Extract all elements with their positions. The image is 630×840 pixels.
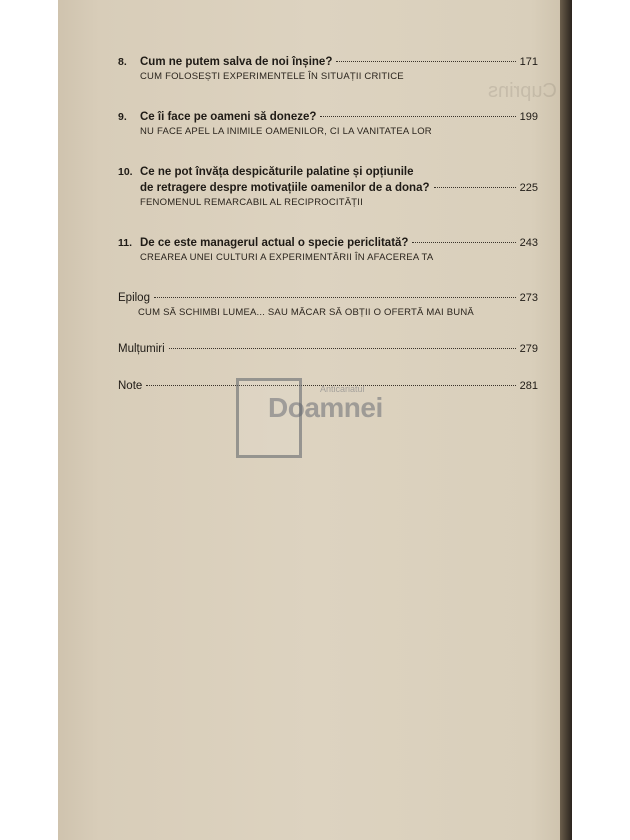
book-edge <box>560 0 572 840</box>
entry-title: De ce este managerul actual o specie periclitată? <box>140 237 409 249</box>
bleed-heading: Cuprins <box>488 80 557 102</box>
toc-entry-8[interactable] <box>118 54 538 83</box>
toc-entry-epilog[interactable] <box>118 290 538 319</box>
dot-leader <box>169 348 516 349</box>
entry-title: Ce ne pot învăța despicăturile palatine și opțiunile <box>140 166 414 178</box>
toc-entry-9[interactable] <box>118 109 538 138</box>
toc-entry-11[interactable] <box>118 235 538 264</box>
dot-leader <box>154 297 516 298</box>
book-page <box>58 0 572 840</box>
entry-number: 9. <box>118 111 127 123</box>
entry-page: 225 <box>519 182 538 194</box>
entry-page: 279 <box>519 343 538 355</box>
toc-entry-10[interactable] <box>118 164 538 209</box>
dot-leader <box>412 242 515 243</box>
entry-subtitle: FENOMENUL REMARCABIL AL RECIPROCITĂȚII <box>140 197 363 208</box>
entry-number: 8. <box>118 56 127 68</box>
entry-subtitle: NU FACE APEL LA INIMILE OAMENILOR, CI LA VANITATEA LOR <box>140 126 432 137</box>
watermark-small-text: Anticariatul <box>320 384 365 394</box>
entry-subtitle: CREAREA UNEI CULTURI A EXPERIMENTĂRII ÎN AFACEREA TA <box>140 252 434 263</box>
entry-title: Cum ne putem salva de noi înșine? <box>140 56 333 68</box>
dot-leader <box>320 116 515 117</box>
entry-number: 10. <box>118 166 133 178</box>
entry-page: 243 <box>519 237 538 249</box>
entry-page: 281 <box>519 380 538 392</box>
entry-subtitle: CUM FOLOSEȘTI EXPERIMENTELE ÎN SITUAȚII CRITICE <box>140 71 404 82</box>
entry-title: Note <box>118 380 143 392</box>
entry-title: Mulțumiri <box>118 343 165 355</box>
dot-leader <box>336 61 515 62</box>
entry-title: Epilog <box>118 292 150 304</box>
entry-page: 199 <box>519 111 538 123</box>
entry-page: 171 <box>519 56 538 68</box>
watermark-text: Doamnei <box>268 392 383 423</box>
entry-subtitle: CUM SĂ SCHIMBI LUMEA... SAU MĂCAR SĂ OBȚII O OFERTĂ MAI BUNĂ <box>138 307 474 318</box>
dot-leader <box>434 187 516 188</box>
entry-number: 11. <box>118 237 133 249</box>
entry-title: Ce îi face pe oameni să doneze? <box>140 111 317 123</box>
entry-title-continued: de retragere despre motivațiile oamenilor de a dona? <box>140 182 430 194</box>
entry-page: 273 <box>519 292 538 304</box>
toc-entry-multumiri[interactable] <box>118 341 538 357</box>
